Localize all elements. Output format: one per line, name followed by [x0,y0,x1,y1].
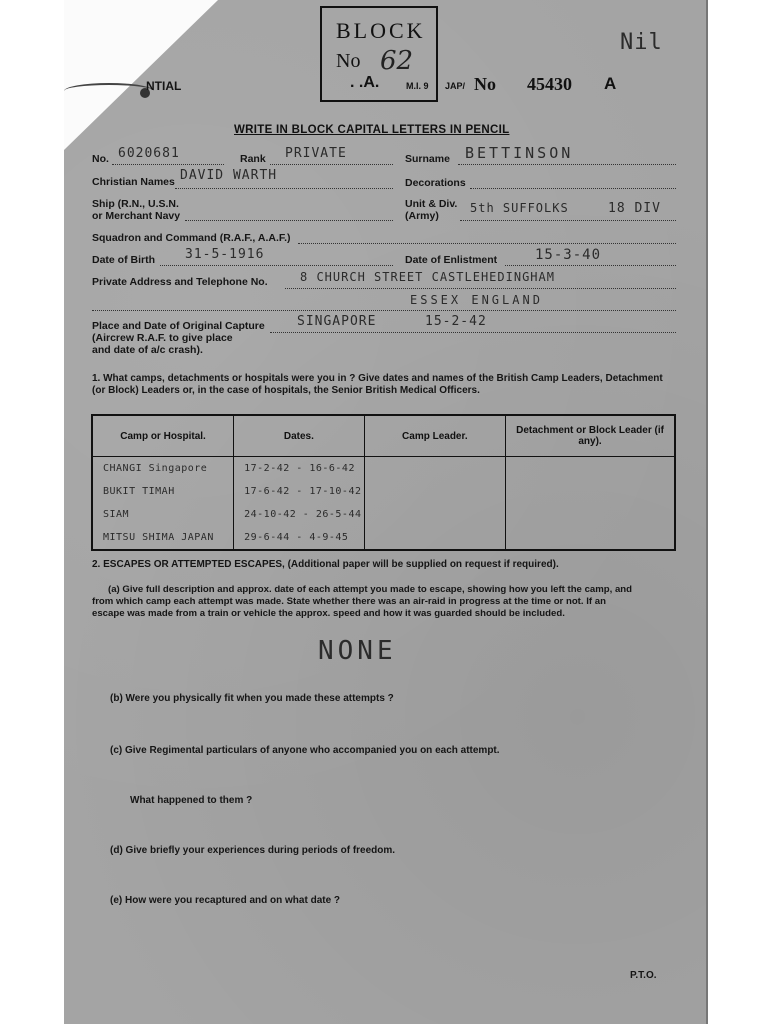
enlistment-value: 15-3-40 [535,247,602,263]
dates-cell: 17-6-42 - 17-10-42 [234,480,364,503]
block-stamp-title: BLOCK [336,18,426,43]
ship-label-2: or Merchant Navy [92,210,181,222]
unit-line [460,220,676,221]
confidential-label: NTIAL [146,79,182,93]
squadron-label: Squadron and Command (R.A.F., A.A.F.) [92,232,291,244]
camp-leader-cell [364,480,505,503]
question-2d-text: (d) Give briefly your experiences during periods of freedom. [110,845,396,856]
question-2c-text: (c) Give Regimental particulars of anyone who accompanied you on each attempt. [110,745,500,756]
unit-value: 5th SUFFOLKS [470,201,569,215]
christian-names-value: DAVID WARTH [180,168,278,183]
column-header: Camp Leader. [364,415,505,457]
form-number: 45430 [527,74,572,94]
margin-note: Nil [620,30,663,55]
table-row [92,457,675,481]
address-line-1: 8 CHURCH STREET CASTLEHEDINGHAM [300,270,555,284]
form-ref-suffix: JAP/ [445,81,466,91]
capture-line [270,332,676,333]
question-2b-text: (b) Were you physically fit when you made these attempts ? [110,693,394,704]
block-stamp-number: 62 [380,46,414,76]
capture-label-3: and date of a/c crash). [92,344,203,356]
rank-label: Rank [240,153,266,165]
dates-cell: 17-2-42 - 16-6-42 [234,457,364,481]
dates-cell: 29-6-44 - 4-9-45 [234,526,364,550]
camps-table-header [92,415,675,457]
column-header: Detachment or Block Leader (if any). [506,415,675,457]
column-header: Dates. [234,415,364,457]
enlistment-label: Date of Enlistment [405,254,498,266]
question-2a-text-3: escape was made from a train or vehicle the approx. speed and how it was guarded should be included. [92,608,565,619]
block-leader-cell [506,503,675,526]
question-1-text: 1. What camps, detachments or hospitals were you in ? Give dates and names of the British Camp Leaders, Detachment [92,373,663,384]
unit-label-2: (Army) [405,210,439,222]
dob-line [160,265,393,266]
table-row [92,480,675,503]
address-label: Private Address and Telephone No. [92,276,268,288]
dob-label: Date of Birth [92,254,155,266]
no-label: No. [92,153,109,165]
surname-line [458,164,676,165]
rank-line [270,164,393,165]
question-1-text-2: (or Block) Leaders or, in the case of hospitals, the Senior British Medical Officers. [92,385,480,396]
unit-label: Unit & Div. [405,198,458,210]
table-row [92,526,675,550]
camp-cell: MITSU SHIMA JAPAN [92,526,234,550]
block-leader-cell [506,480,675,503]
question-2a-text: (a) Give full description and approx. date of each attempt you made to escape, showing how you left the camp, and [108,584,633,595]
decorations-label: Decorations [405,177,466,189]
capture-label-2: (Aircrew R.A.F. to give place [92,332,233,344]
dob-value: 31-5-1916 [185,247,265,262]
ship-label: Ship (R.N., U.S.N. [92,198,179,210]
pto-label: P.T.O. [630,970,657,981]
rank-value: PRIVATE [285,146,347,161]
camp-cell: SIAM [92,503,234,526]
camp-cell: BUKIT TIMAH [92,480,234,503]
form-ref: M.I. 9 [406,81,429,91]
address-line-2: ESSEX ENGLAND [410,293,543,307]
column-header: Camp or Hospital. [92,415,234,457]
form-prefix: . .A. [350,74,380,91]
division-value: 18 DIV [608,201,661,216]
no-line [112,164,224,165]
capture-date: 15-2-42 [425,314,487,329]
table-row [92,503,675,526]
block-leader-cell [506,526,675,550]
question-2c-followup: What happened to them ? [130,795,253,806]
address-line-1-rule [285,288,676,289]
question-2e-text: (e) How were you recaptured and on what date ? [110,895,341,906]
enlistment-line [505,265,676,266]
surname-value: BETTINSON [465,144,574,162]
squadron-line [298,243,676,244]
address-line-2-rule [92,310,676,311]
question-2a-text-2: from which camp each attempt was made. State whether there was an air-raid in progress at the time or not. If an [92,596,606,607]
camp-leader-cell [364,457,505,481]
form-suffix: A [604,74,617,93]
ship-line [185,220,393,221]
camp-cell: CHANGI Singapore [92,457,234,481]
surname-label: Surname [405,153,450,165]
no-value: 6020681 [118,146,180,161]
block-stamp-no-label: No [336,50,361,72]
form-no-label: No [474,74,496,94]
question-2-title: 2. ESCAPES OR ATTEMPTED ESCAPES, (Additional paper will be supplied on request if required). [92,559,559,570]
camps-table [91,414,676,551]
christian-names-label: Christian Names [92,176,175,188]
escape-answer: NONE [318,636,397,666]
instruction-heading: WRITE IN BLOCK CAPITAL LETTERS IN PENCIL [234,124,510,136]
decorations-line [470,188,676,189]
camp-leader-cell [364,526,505,550]
block-leader-cell [506,457,675,481]
capture-label: Place and Date of Original Capture [92,320,265,332]
camp-leader-cell [364,503,505,526]
dates-cell: 24-10-42 - 26-5-44 [234,503,364,526]
christian-names-line [175,188,393,189]
capture-place: SINGAPORE [297,314,377,329]
